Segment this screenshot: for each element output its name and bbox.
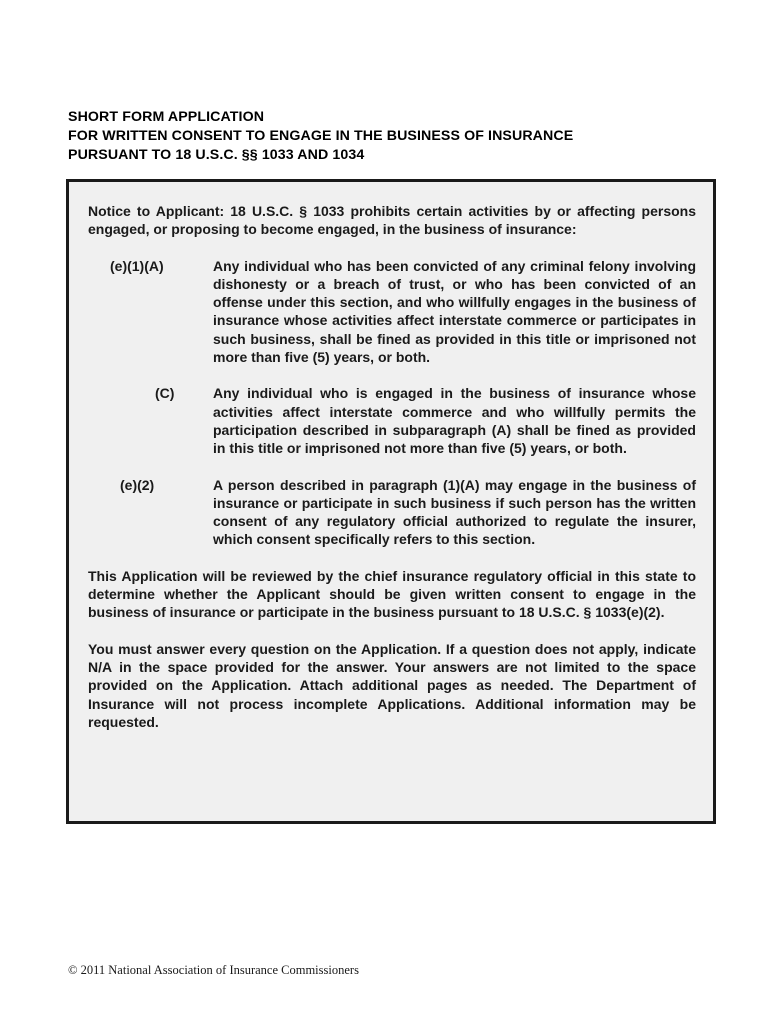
review-paragraph: This Application will be reviewed by the chief insurance regulatory official in this state to determine whether the Applicant should be given written consent to engage in the business of insurance or participate in the business pursuant to 18 U.S.C. § 1033(e)(2). — [88, 567, 696, 621]
instructions-paragraph: You must answer every question on the Application. If a question does not apply, indicate N/A in the space provided for the answer. Your answers are not limited to the space provided on the Application. Attach additional pages as needed. The Department of Insurance will not process incomplete Applications. Additional information may be requested. — [88, 640, 696, 730]
statute-item-e2 — [88, 476, 696, 549]
statute-item-c — [88, 384, 696, 457]
document-title — [68, 108, 708, 165]
title-line-1: SHORT FORM APPLICATION — [68, 109, 265, 125]
statute-text: Any individual who has been convicted of any criminal felony involving dishonesty or a breach of trust, or who has been convicted of an offense under this section, and who willfully engages in the business of insurance whose activities affect interstate commerce or participates in such business, shall be fined as provided in this title or imprisoned not more than five (5) years, or both. — [213, 257, 696, 366]
statute-label: (C) — [155, 385, 175, 402]
title-line-2: FOR WRITTEN CONSENT TO ENGAGE IN THE BUSINESS OF INSURANCE — [68, 128, 574, 144]
statute-label: (e)(2) — [120, 476, 155, 493]
notice-box — [66, 179, 716, 824]
notice-intro: Notice to Applicant: 18 U.S.C. § 1033 prohibits certain activities by or affecting persons engaged, or proposing to become engaged, in the business of insurance: — [88, 203, 696, 238]
statute-text: Any individual who is engaged in the business of insurance whose activities affect interstate commerce and who willfully permits the participation described in subparagraph (A) shall be fined as provided in this title or imprisoned not more than five (5) years, or both. — [213, 385, 696, 457]
statute-item-e1a — [88, 257, 696, 367]
statute-label: (e)(1)(A) — [110, 257, 164, 274]
title-line-3: PURSUANT TO 18 U.S.C. §§ 1033 AND 1034 — [68, 147, 365, 163]
statute-text: A person described in paragraph (1)(A) may engage in the business of insurance or participate in such business if such person has the written consent of any regulatory official authorized to regulate the insurer, which consent specifically refers to this section. — [213, 476, 696, 548]
copyright-footer: © 2011 National Association of Insurance Commissioners — [68, 963, 359, 977]
notice-content — [88, 202, 696, 731]
